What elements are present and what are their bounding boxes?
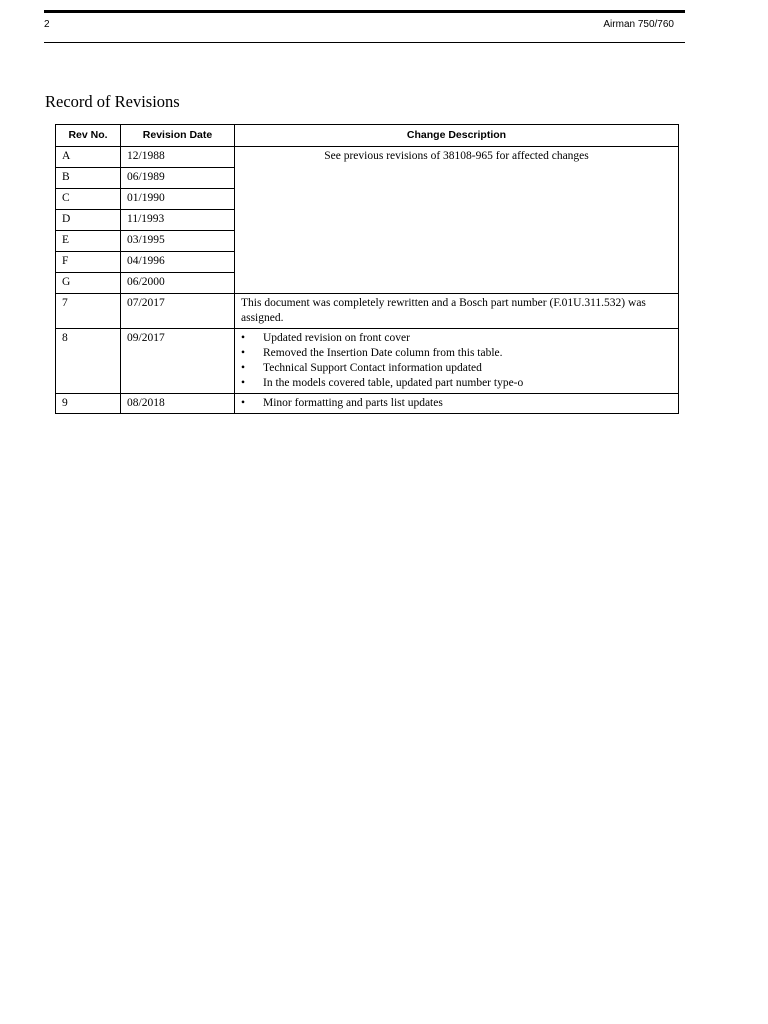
change-description-cell	[235, 394, 679, 414]
revision-date-cell: 04/1996	[121, 252, 235, 273]
running-title: Airman 750/760	[603, 19, 674, 30]
revision-date-cell: 09/2017	[121, 329, 235, 394]
table-row	[56, 394, 679, 414]
revision-date-cell: 07/2017	[121, 294, 235, 329]
change-bullet-list	[241, 396, 672, 411]
rev-number-cell: G	[56, 273, 121, 294]
change-description-cell: See previous revisions of 38108-965 for affected changes	[235, 147, 679, 294]
revision-date-cell: 08/2018	[121, 394, 235, 414]
rev-number-cell: A	[56, 147, 121, 168]
revision-date-cell: 11/1993	[121, 210, 235, 231]
change-description-cell: This document was completely rewritten and a Bosch part number (F.01U.311.532) was assigned.	[235, 294, 679, 329]
header-rule-top	[44, 10, 685, 13]
rev-number-cell: C	[56, 189, 121, 210]
change-bullet: • In the models covered table, updated part number type-o	[241, 376, 672, 391]
table-row	[56, 294, 679, 329]
revision-date-cell: 12/1988	[121, 147, 235, 168]
rev-number-cell: B	[56, 168, 121, 189]
rev-number-cell: E	[56, 231, 121, 252]
revision-date-cell: 03/1995	[121, 231, 235, 252]
revision-date-cell: 06/2000	[121, 273, 235, 294]
column-header-change-description: Change Description	[235, 125, 679, 147]
change-bullet: • Minor formatting and parts list updates	[241, 396, 672, 411]
column-header-revision-date: Revision Date	[121, 125, 235, 147]
change-bullet: • Technical Support Contact information updated	[241, 361, 672, 376]
change-bullet-list	[241, 331, 672, 391]
change-description-cell	[235, 329, 679, 394]
revision-date-cell: 06/1989	[121, 168, 235, 189]
section-title: Record of Revisions	[45, 92, 180, 111]
change-bullet: • Removed the Insertion Date column from this table.	[241, 346, 672, 361]
revision-date-cell: 01/1990	[121, 189, 235, 210]
rev-number-cell: F	[56, 252, 121, 273]
header-rule-bottom	[44, 42, 685, 43]
rev-number-cell: 7	[56, 294, 121, 329]
revisions-table	[55, 124, 679, 414]
page-number: 2	[44, 19, 50, 30]
change-bullet: • Updated revision on front cover	[241, 331, 672, 346]
rev-number-cell: 9	[56, 394, 121, 414]
rev-number-cell: 8	[56, 329, 121, 394]
table-row	[56, 329, 679, 394]
rev-number-cell: D	[56, 210, 121, 231]
table-row	[56, 147, 679, 168]
column-header-rev-no: Rev No.	[56, 125, 121, 147]
table-header-row	[56, 125, 679, 147]
